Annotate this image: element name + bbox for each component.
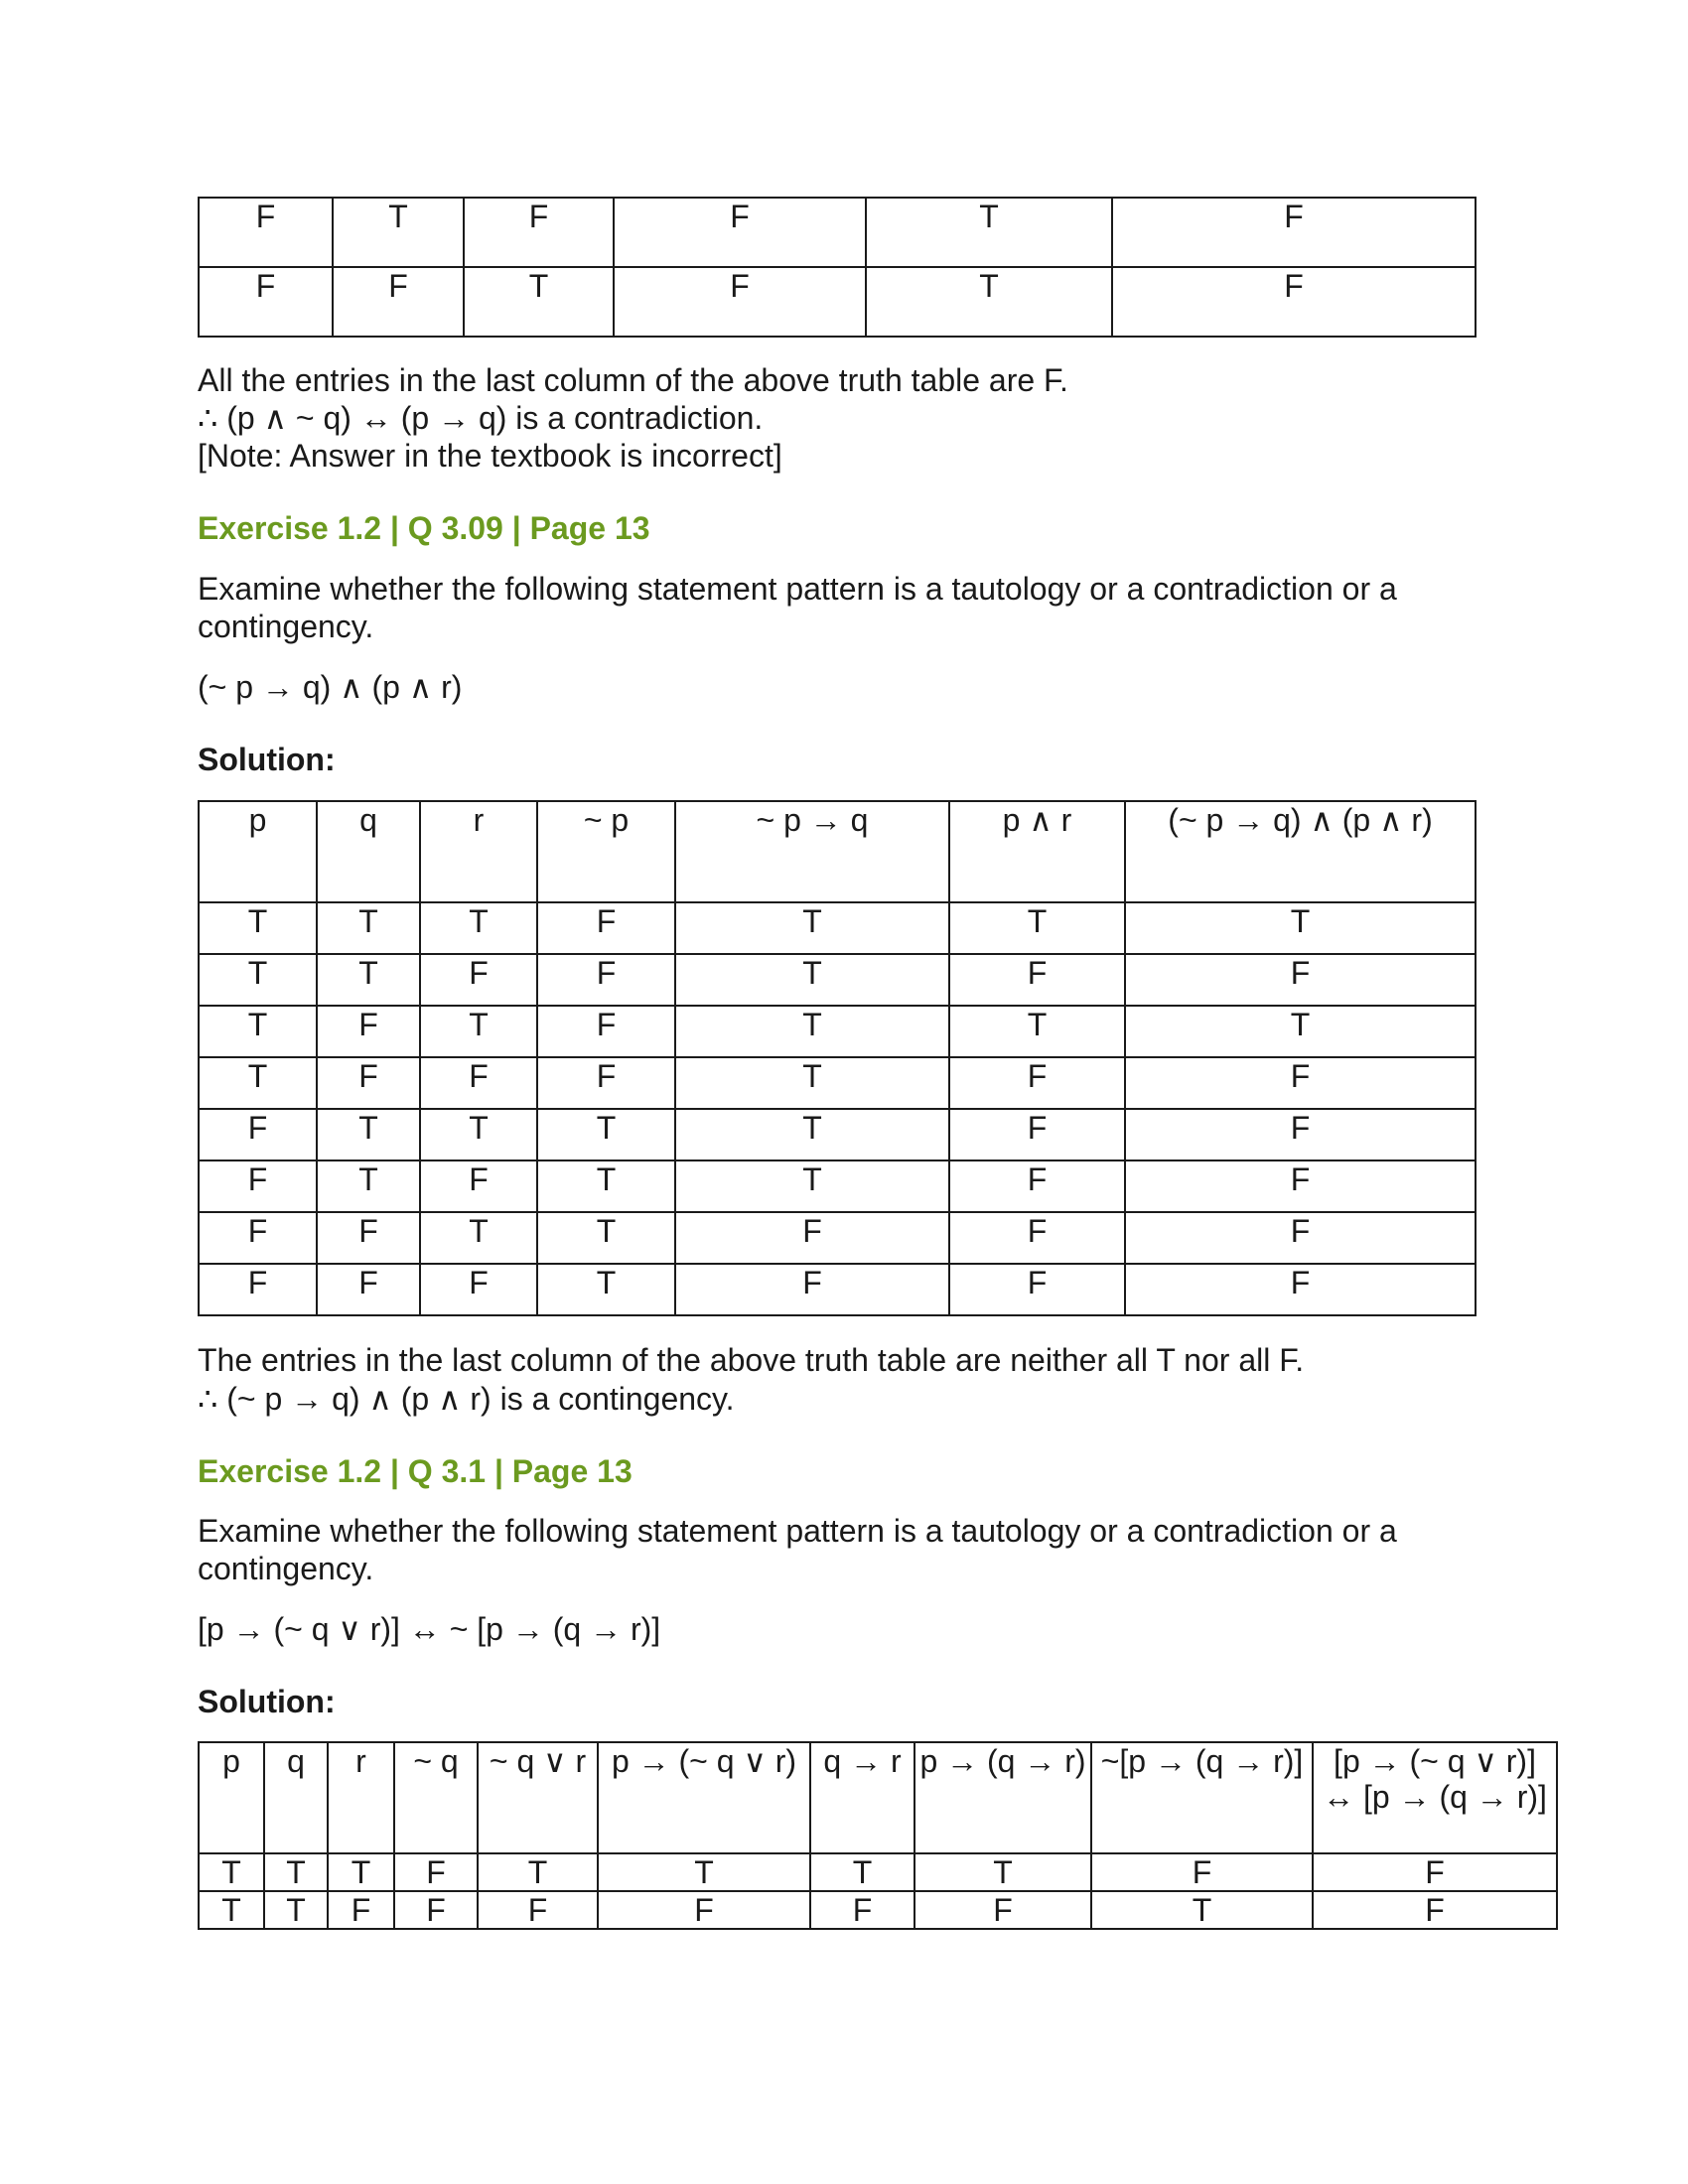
truth-table-q309-cell: F <box>949 1212 1125 1264</box>
truth-table-q309-row <box>199 1212 1476 1264</box>
truth-table-continued-cell: F <box>199 267 333 337</box>
expression-q309: (~ p → q) ∧ (p ∧ r) <box>198 669 463 705</box>
truth-table-q309-row <box>199 1109 1476 1160</box>
truth-table-q309-cell: F <box>949 1160 1125 1212</box>
truth-table-q309-cell: T <box>199 1057 317 1109</box>
expression-q31: [p → (~ q ∨ r)] ↔ ~ [p → (q → r)] <box>198 1611 661 1647</box>
truth-table-continued-cell: F <box>614 198 866 267</box>
truth-table-q309-header-cell: p <box>199 801 317 902</box>
truth-table-q309-cell: T <box>317 902 420 954</box>
truth-table-q309-cell: T <box>675 1057 949 1109</box>
truth-table-q31-cell: T <box>328 1853 394 1891</box>
truth-table-q309-row <box>199 1160 1476 1212</box>
truth-table-q309-cell: T <box>675 1006 949 1057</box>
truth-table-q31-cell: T <box>478 1853 598 1891</box>
truth-table-q31-cell: T <box>810 1853 914 1891</box>
truth-table-q309-cell: F <box>537 954 675 1006</box>
truth-table-q31-header-cell: ~ q <box>394 1742 478 1853</box>
truth-table-q309-header-cell: ~ p <box>537 801 675 902</box>
truth-table-continued <box>198 197 1477 338</box>
truth-table-q309-cell: T <box>199 954 317 1006</box>
truth-table-q31-cell: T <box>1091 1891 1313 1929</box>
truth-table-continued-cell: F <box>464 198 614 267</box>
truth-table-q309-cell: T <box>420 1006 537 1057</box>
truth-table-q31-cell: F <box>810 1891 914 1929</box>
truth-table-q31-row <box>199 1853 1557 1891</box>
truth-table-q309-row <box>199 1264 1476 1315</box>
truth-table-q309-cell: F <box>949 954 1125 1006</box>
truth-table-continued-cell: F <box>333 267 464 337</box>
truth-table-continued-body <box>199 198 1476 337</box>
truth-table-q309-cell: F <box>420 1160 537 1212</box>
truth-table-q309-cell: T <box>537 1264 675 1315</box>
truth-table-q309-cell: T <box>949 902 1125 954</box>
truth-table-q309-cell: T <box>199 902 317 954</box>
truth-table-q31-header-cell: q → r <box>810 1742 914 1853</box>
truth-table-q309-cell: T <box>675 902 949 954</box>
truth-table-q309-cell: F <box>537 1006 675 1057</box>
truth-table-q309-header-cell: r <box>420 801 537 902</box>
truth-table-q309-cell: T <box>420 1212 537 1264</box>
truth-table-q31-cell: F <box>598 1891 810 1929</box>
truth-table-q309-cell: F <box>199 1264 317 1315</box>
truth-table-q31-cell: T <box>264 1891 328 1929</box>
truth-table-continued-row <box>199 198 1476 267</box>
truth-table-q309-cell: F <box>199 1109 317 1160</box>
exercise-heading-q31: Exercise 1.2 | Q 3.1 | Page 13 <box>198 1453 633 1489</box>
truth-table-q31-header-cell: [p → (~ q ∨ r)] ↔ [p → (q → r)] <box>1313 1742 1557 1853</box>
truth-table-q31-cell: F <box>328 1891 394 1929</box>
truth-table-q309-cell: F <box>420 954 537 1006</box>
truth-table-q31-cell: F <box>394 1891 478 1929</box>
exercise-heading-q309: Exercise 1.2 | Q 3.09 | Page 13 <box>198 510 650 546</box>
question-text-q31: Examine whether the following statement pattern is a tautology or a contradiction or a contingency. <box>198 1513 1397 1586</box>
truth-table-q309-cell: F <box>1125 1160 1476 1212</box>
truth-table-q31-cell: T <box>914 1853 1091 1891</box>
truth-table-q309-row <box>199 954 1476 1006</box>
conclusion-q309-line-2: ∴ (~ p → q) ∧ (p ∧ r) is a contingency. <box>198 1381 735 1417</box>
truth-table-q31-header-cell: ~ q ∨ r <box>478 1742 598 1853</box>
truth-table-q309-cell: F <box>1125 954 1476 1006</box>
truth-table-q309-cell: T <box>537 1160 675 1212</box>
truth-table-q31-cell: T <box>264 1853 328 1891</box>
truth-table-q31-cell: F <box>1313 1891 1557 1929</box>
truth-table-q309-header-cell: (~ p → q) ∧ (p ∧ r) <box>1125 801 1476 902</box>
truth-table-q31-body <box>199 1853 1557 1929</box>
truth-table-q309-cell: F <box>317 1057 420 1109</box>
truth-table-q31-cell: T <box>598 1853 810 1891</box>
truth-table-q309-cell: F <box>420 1264 537 1315</box>
truth-table-q309-cell: T <box>420 902 537 954</box>
truth-table-q309-cell: F <box>199 1160 317 1212</box>
truth-table-q31-cell: F <box>394 1853 478 1891</box>
truth-table-q31 <box>198 1741 1558 1930</box>
truth-table-q309-header-cell: q <box>317 801 420 902</box>
question-text-q309: Examine whether the following statement pattern is a tautology or a contradiction or a contingency. <box>198 571 1397 644</box>
truth-table-q31-cell: F <box>914 1891 1091 1929</box>
truth-table-q309-body <box>199 902 1476 1315</box>
truth-table-q309-cell: T <box>537 1109 675 1160</box>
truth-table-q309-cell: T <box>675 1109 949 1160</box>
truth-table-continued-cell: T <box>866 267 1112 337</box>
truth-table-q309-cell: F <box>949 1264 1125 1315</box>
conclusion-line-2: ∴ (p ∧ ~ q) ↔ (p → q) is a contradiction. <box>198 400 764 436</box>
truth-table-q309-cell: F <box>199 1212 317 1264</box>
truth-table-q31-cell: F <box>1313 1853 1557 1891</box>
truth-table-q309-header-row <box>199 801 1476 902</box>
conclusion-q309-line-1: The entries in the last column of the above truth table are neither all T nor all F. <box>198 1342 1305 1378</box>
truth-table-q309-cell: T <box>317 1109 420 1160</box>
conclusion-line-1: All the entries in the last column of the above truth table are F. <box>198 362 1068 398</box>
solution-label-q31: Solution: <box>198 1684 336 1719</box>
truth-table-continued-cell: F <box>614 267 866 337</box>
truth-table-q309-cell: T <box>317 954 420 1006</box>
truth-table-continued-cell: T <box>866 198 1112 267</box>
truth-table-q309-cell: T <box>675 954 949 1006</box>
truth-table-q309-header-cell: p ∧ r <box>949 801 1125 902</box>
truth-table-continued-cell: T <box>333 198 464 267</box>
truth-table-q309-header-cell: ~ p → q <box>675 801 949 902</box>
truth-table-q309-cell: F <box>949 1057 1125 1109</box>
truth-table-q309-cell: F <box>317 1006 420 1057</box>
truth-table-q31-row <box>199 1891 1557 1929</box>
truth-table-q31-header-row <box>199 1742 1557 1853</box>
truth-table-q309-cell: F <box>1125 1057 1476 1109</box>
truth-table-q309-cell: T <box>199 1006 317 1057</box>
truth-table-q309-cell: T <box>1125 1006 1476 1057</box>
truth-table-q309-row <box>199 902 1476 954</box>
truth-table-continued-row <box>199 267 1476 337</box>
truth-table-q31-cell: F <box>1091 1853 1313 1891</box>
truth-table-q309-cell: T <box>420 1109 537 1160</box>
truth-table-q309-cell: F <box>1125 1212 1476 1264</box>
truth-table-q31-cell: T <box>199 1853 264 1891</box>
truth-table-q309-cell: F <box>537 1057 675 1109</box>
truth-table-q309-cell: F <box>537 902 675 954</box>
truth-table-q309-header <box>199 801 1476 902</box>
truth-table-q31-cell: T <box>199 1891 264 1929</box>
truth-table-q31-cell: F <box>478 1891 598 1929</box>
truth-table-q309-cell: T <box>317 1160 420 1212</box>
truth-table-q31-header-cell: ~[p → (q → r)] <box>1091 1742 1313 1853</box>
truth-table-q309-cell: F <box>317 1264 420 1315</box>
truth-table-continued-cell: F <box>199 198 333 267</box>
truth-table-q309-cell: F <box>317 1212 420 1264</box>
truth-table-q309-row <box>199 1006 1476 1057</box>
textbook-note: [Note: Answer in the textbook is incorrect] <box>198 438 782 474</box>
truth-table-q309-cell: F <box>675 1212 949 1264</box>
solution-label-q309: Solution: <box>198 742 336 777</box>
truth-table-continued-cell: F <box>1112 267 1476 337</box>
truth-table-q309 <box>198 800 1477 1316</box>
truth-table-q31-header <box>199 1742 1557 1853</box>
truth-table-q31-header-cell: r <box>328 1742 394 1853</box>
truth-table-q309-cell: T <box>675 1160 949 1212</box>
truth-table-q309-cell: T <box>1125 902 1476 954</box>
truth-table-continued-cell: F <box>1112 198 1476 267</box>
truth-table-q309-cell: F <box>675 1264 949 1315</box>
truth-table-q309-cell: T <box>537 1212 675 1264</box>
truth-table-q309-row <box>199 1057 1476 1109</box>
truth-table-q309-cell: F <box>1125 1264 1476 1315</box>
truth-table-q309-cell: F <box>949 1109 1125 1160</box>
truth-table-continued-cell: T <box>464 267 614 337</box>
truth-table-q309-cell: F <box>420 1057 537 1109</box>
truth-table-q31-header-cell: q <box>264 1742 328 1853</box>
truth-table-q31-header-cell: p → (q → r) <box>914 1742 1091 1853</box>
truth-table-q31-header-cell: p → (~ q ∨ r) <box>598 1742 810 1853</box>
truth-table-q31-header-cell: p <box>199 1742 264 1853</box>
truth-table-q309-cell: T <box>949 1006 1125 1057</box>
truth-table-q309-cell: F <box>1125 1109 1476 1160</box>
